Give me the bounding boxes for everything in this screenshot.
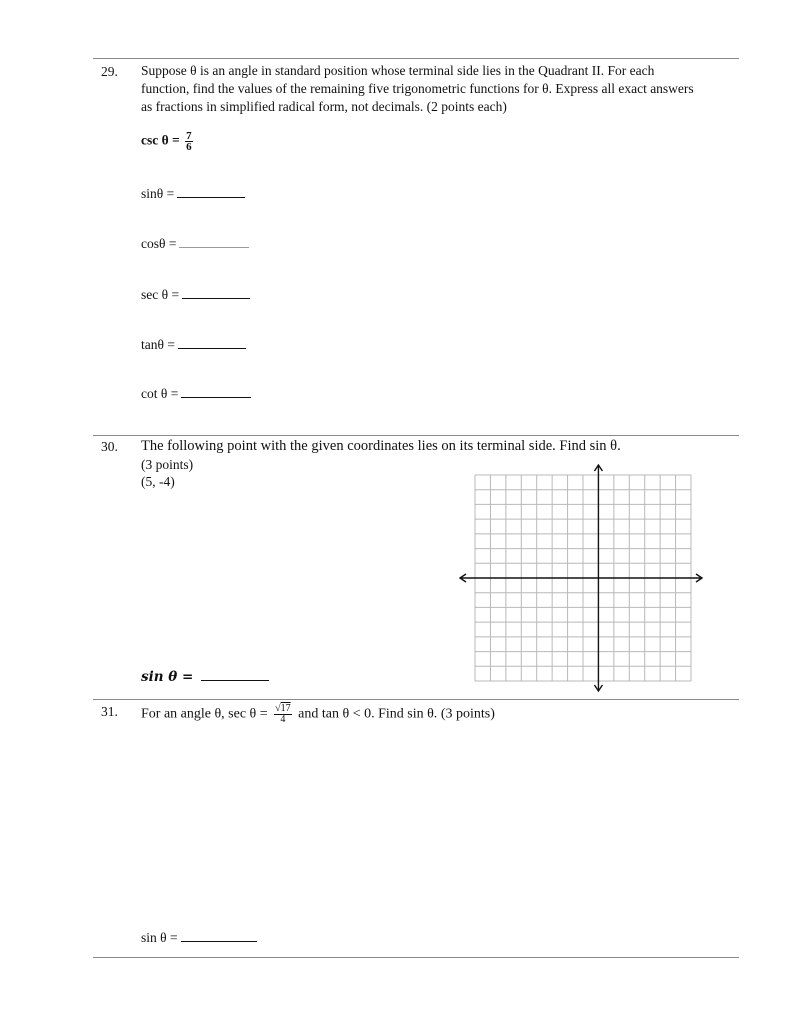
question-29-prompt-line-1: Suppose θ is an angle in standard position whose terminal side lies in the Quadrant II. For each	[141, 63, 655, 78]
question-31-sec-denominator: 4	[280, 714, 286, 725]
answer-tan-blank[interactable]	[178, 337, 246, 349]
answer-sec-blank[interactable]	[182, 287, 250, 299]
divider-29-30	[93, 435, 739, 436]
given-csc-denominator: 6	[186, 141, 192, 153]
question-30-prompt: The following point with the given coordinates lies on its terminal side. Find sin θ.	[141, 438, 621, 454]
answer-cot	[141, 386, 251, 402]
question-29-prompt-line-2: function, find the values of the remaining five trigonometric functions for θ. Express all exact answers	[141, 81, 694, 96]
question-31-sec-fraction	[274, 704, 292, 725]
answer-sec	[141, 287, 250, 303]
answer-sin-blank[interactable]	[177, 186, 245, 198]
question-30-coordinates: (5, -4)	[141, 474, 175, 489]
question-31-answer	[141, 930, 257, 946]
divider-30-31	[93, 699, 739, 700]
question-31-number: 31.	[101, 704, 118, 719]
answer-cos	[141, 236, 249, 252]
question-29-number: 29.	[101, 64, 118, 79]
question-31-prompt-a: For an angle θ, sec θ =	[141, 706, 268, 722]
question-30-answer	[141, 669, 269, 685]
given-csc	[141, 131, 193, 152]
answer-cot-blank[interactable]	[181, 386, 251, 398]
bottom-divider	[93, 957, 739, 958]
answer-cos-blank[interactable]	[179, 236, 249, 248]
question-31-points: (3 points)	[440, 706, 495, 722]
coordinate-grid	[455, 463, 707, 695]
answer-cos-label: cosθ =	[141, 236, 177, 251]
answer-sin	[141, 186, 245, 202]
top-divider	[93, 58, 739, 59]
question-29-prompt	[141, 62, 694, 116]
question-29-prompt-line-3: as fractions in simplified radical form, not decimals. (2 points each)	[141, 99, 507, 114]
question-31-prompt-b: and tan θ < 0. Find sin θ.	[298, 706, 438, 722]
answer-sin-label: sinθ =	[141, 186, 175, 201]
question-31-answer-label: sin θ =	[141, 930, 178, 945]
axes	[460, 465, 702, 691]
question-30-points: (3 points)	[141, 457, 194, 472]
answer-cot-label: cot θ =	[141, 386, 179, 401]
answer-tan-label: tanθ =	[141, 337, 175, 352]
question-31-answer-blank[interactable]	[181, 930, 257, 942]
question-31-sec-numerator: √17	[275, 703, 291, 714]
question-31-sqrt-arg: 17	[280, 703, 291, 714]
answer-tan	[141, 337, 246, 353]
given-csc-label: csc θ =	[141, 132, 180, 148]
given-csc-fraction	[185, 131, 193, 152]
question-30-answer-label: sin θ =	[141, 669, 194, 685]
answer-sec-label: sec θ =	[141, 287, 180, 302]
question-30-number: 30.	[101, 439, 118, 454]
question-30-answer-blank[interactable]	[201, 669, 269, 681]
given-csc-numerator: 7	[186, 130, 192, 142]
question-31-prompt	[141, 704, 495, 725]
